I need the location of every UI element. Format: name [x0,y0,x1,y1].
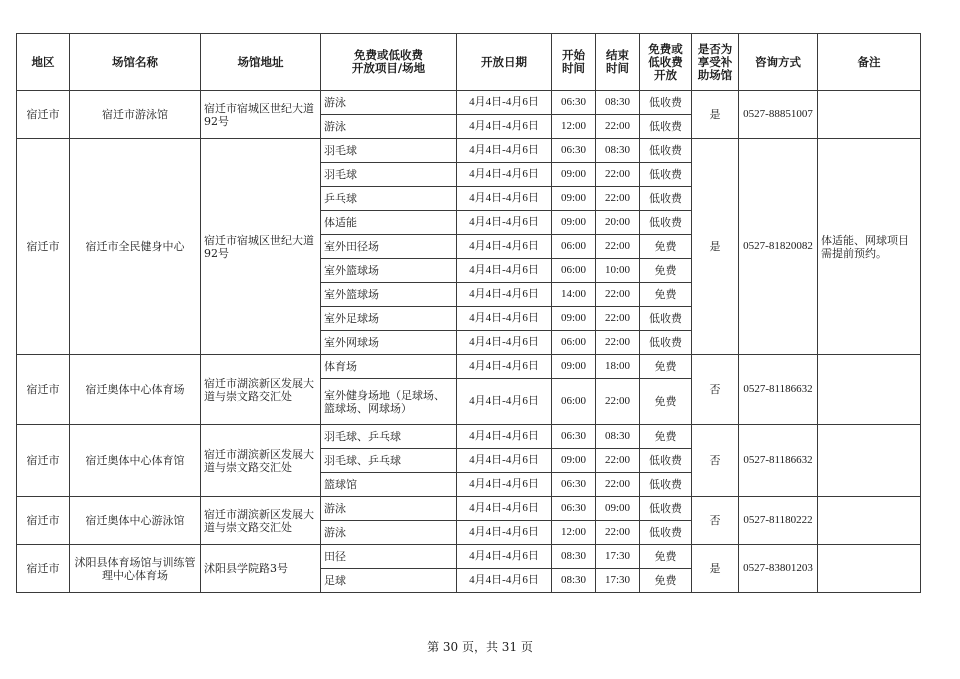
start-time-cell: 06:30 [552,473,596,497]
address-cell: 沭阳县学院路3号 [201,545,321,593]
fee-type-cell: 低收费 [640,331,692,355]
header-line: 免费或 [648,41,683,56]
venue-name-cell: 宿迁奥体中心游泳馆 [70,497,201,545]
contact-cell: 0527-81186632 [739,425,818,497]
fee-type-cell: 免费 [640,545,692,569]
end-time-cell: 10:00 [596,259,640,283]
region-cell: 宿迁市 [17,497,70,545]
project-cell: 室外田径场 [321,235,457,259]
contact-cell: 0527-81180222 [739,497,818,545]
header-line: 开放项目/场地 [351,61,426,75]
date-cell: 4月4日-4月6日 [457,91,552,115]
header-note [818,34,921,91]
subsidized-cell: 否 [692,425,739,497]
table-row [17,355,921,379]
project-cell: 田径 [321,545,457,569]
end-time-cell: 22:00 [596,331,640,355]
date-cell: 4月4日-4月6日 [457,259,552,283]
project-cell: 游泳 [321,91,457,115]
page-footer: 第 30 页，共 31 页 [427,640,533,654]
project-cell: 游泳 [321,115,457,139]
header-line: 免费或低收费 [354,48,423,62]
region-cell: 宿迁市 [17,355,70,425]
note-cell [818,545,921,593]
header-line: 场馆地址 [237,54,284,69]
project-cell: 体适能 [321,211,457,235]
date-cell: 4月4日-4月6日 [457,355,552,379]
project-cell: 篮球馆 [321,473,457,497]
header-line: 享受补 [697,54,733,69]
header-contact [739,34,818,91]
end-time-cell: 09:00 [596,497,640,521]
end-time-cell: 22:00 [596,379,640,425]
fee-type-cell: 低收费 [640,115,692,139]
start-time-cell: 06:30 [552,497,596,521]
project-cell: 游泳 [321,521,457,545]
end-time-cell: 22:00 [596,115,640,139]
project-cell: 室外网球场 [321,331,457,355]
region-cell: 宿迁市 [17,425,70,497]
end-time-cell: 20:00 [596,211,640,235]
fee-type-cell: 免费 [640,425,692,449]
header-line: 是否为 [697,41,733,56]
header-row [17,34,921,91]
contact-cell: 0527-81820082 [739,139,818,355]
date-cell: 4月4日-4月6日 [457,379,552,425]
header-line: 时间 [562,61,585,75]
project-cell: 羽毛球、乒乓球 [321,449,457,473]
end-time-cell: 22:00 [596,307,640,331]
table-row [17,91,921,115]
project-cell: 羽毛球 [321,163,457,187]
date-cell: 4月4日-4月6日 [457,425,552,449]
table-header [17,34,921,91]
start-time-cell: 09:00 [552,163,596,187]
end-time-cell: 17:30 [596,569,640,593]
address-cell: 宿迁市宿城区世纪大道92号 [201,139,321,355]
end-time-cell: 22:00 [596,473,640,497]
project-cell: 游泳 [321,497,457,521]
venue-name-cell: 宿迁市游泳馆 [70,91,201,139]
fee-type-cell: 免费 [640,235,692,259]
date-cell: 4月4日-4月6日 [457,283,552,307]
project-cell: 室外足球场 [321,307,457,331]
end-time-cell: 08:30 [596,91,640,115]
date-cell: 4月4日-4月6日 [457,449,552,473]
project-cell: 乒乓球 [321,187,457,211]
header-line: 咨询方式 [755,54,801,69]
note-cell [818,497,921,545]
end-time-cell: 17:30 [596,545,640,569]
address-cell: 宿迁市宿城区世纪大道92号 [201,91,321,139]
region-cell: 宿迁市 [17,545,70,593]
date-cell: 4月4日-4月6日 [457,473,552,497]
note-cell: 体适能、网球项目需提前预约。 [818,139,921,355]
date-cell: 4月4日-4月6日 [457,521,552,545]
date-cell: 4月4日-4月6日 [457,235,552,259]
header-line: 助场馆 [697,67,733,82]
fee-type-cell: 低收费 [640,473,692,497]
start-time-cell: 12:00 [552,521,596,545]
start-time-cell: 06:00 [552,331,596,355]
header-project [321,34,457,91]
start-time-cell: 14:00 [552,283,596,307]
header-line: 低收费 [648,54,683,69]
header-line: 开始 [562,48,585,62]
start-time-cell: 06:00 [552,259,596,283]
fee-type-cell: 免费 [640,569,692,593]
subsidized-cell: 否 [692,355,739,425]
header-line: 开放日期 [481,54,527,69]
date-cell: 4月4日-4月6日 [457,569,552,593]
contact-cell: 0527-88851007 [739,91,818,139]
project-cell: 羽毛球、乒乓球 [321,425,457,449]
table-body [17,91,921,593]
header-line: 场馆名称 [112,54,158,69]
start-time-cell: 09:00 [552,187,596,211]
date-cell: 4月4日-4月6日 [457,115,552,139]
header-region [17,34,70,91]
region-cell: 宿迁市 [17,91,70,139]
fee-type-cell: 低收费 [640,91,692,115]
venue-name-cell: 沭阳县体育场馆与训练管理中心体育场 [70,545,201,593]
date-cell: 4月4日-4月6日 [457,331,552,355]
end-time-cell: 08:30 [596,425,640,449]
address-cell: 宿迁市湖滨新区发展大道与崇文路交汇处 [201,355,321,425]
venue-name-cell: 宿迁奥体中心体育场 [70,355,201,425]
venue-name-cell: 宿迁奥体中心体育馆 [70,425,201,497]
contact-cell: 0527-83801203 [739,545,818,593]
date-cell: 4月4日-4月6日 [457,187,552,211]
fee-type-cell: 低收费 [640,497,692,521]
end-time-cell: 22:00 [596,521,640,545]
fee-type-cell: 低收费 [640,163,692,187]
end-time-cell: 22:00 [596,187,640,211]
end-time-cell: 22:00 [596,283,640,307]
start-time-cell: 08:30 [552,545,596,569]
start-time-cell: 09:00 [552,307,596,331]
fee-type-cell: 免费 [640,259,692,283]
header-line: 结束 [606,48,629,62]
date-cell: 4月4日-4月6日 [457,163,552,187]
project-cell: 室外篮球场 [321,283,457,307]
table-row [17,545,921,569]
address-cell: 宿迁市湖滨新区发展大道与崇文路交汇处 [201,497,321,545]
header-fee-type [640,34,692,91]
end-time-cell: 22:00 [596,235,640,259]
subsidized-cell: 是 [692,91,739,139]
fee-type-cell: 免费 [640,283,692,307]
fee-type-cell: 免费 [640,379,692,425]
project-cell: 室外篮球场 [321,259,457,283]
start-time-cell: 06:00 [552,235,596,259]
venue-name-cell: 宿迁市全民健身中心 [70,139,201,355]
date-cell: 4月4日-4月6日 [457,497,552,521]
header-line: 备注 [857,54,881,69]
project-cell: 室外健身场地（足球场、篮球场、网球场） [321,379,457,425]
header-line: 地区 [31,54,55,69]
fee-type-cell: 低收费 [640,449,692,473]
end-time-cell: 22:00 [596,449,640,473]
fee-type-cell: 低收费 [640,521,692,545]
project-cell: 羽毛球 [321,139,457,163]
start-time-cell: 06:00 [552,379,596,425]
start-time-cell: 09:00 [552,211,596,235]
note-cell [818,91,921,139]
fee-type-cell: 低收费 [640,187,692,211]
header-subsidized [692,34,739,91]
table-row [17,139,921,163]
fee-type-cell: 低收费 [640,307,692,331]
subsidized-cell: 是 [692,545,739,593]
fee-type-cell: 低收费 [640,211,692,235]
note-cell [818,355,921,425]
contact-cell: 0527-81186632 [739,355,818,425]
note-cell [818,425,921,497]
header-start-time [552,34,596,91]
header-address [201,34,321,91]
header-venue-name [70,34,201,91]
project-cell: 足球 [321,569,457,593]
table-row [17,497,921,521]
start-time-cell: 06:30 [552,425,596,449]
address-cell: 宿迁市湖滨新区发展大道与崇文路交汇处 [201,425,321,497]
date-cell: 4月4日-4月6日 [457,545,552,569]
fee-type-cell: 免费 [640,355,692,379]
table-row [17,425,921,449]
start-time-cell: 06:30 [552,91,596,115]
fee-type-cell: 低收费 [640,139,692,163]
start-time-cell: 08:30 [552,569,596,593]
start-time-cell: 12:00 [552,115,596,139]
header-line: 时间 [606,61,629,75]
date-cell: 4月4日-4月6日 [457,211,552,235]
venue-table [16,33,921,593]
date-cell: 4月4日-4月6日 [457,307,552,331]
subsidized-cell: 否 [692,497,739,545]
date-cell: 4月4日-4月6日 [457,139,552,163]
header-open-date [457,34,552,91]
end-time-cell: 08:30 [596,139,640,163]
start-time-cell: 09:00 [552,355,596,379]
end-time-cell: 22:00 [596,163,640,187]
subsidized-cell: 是 [692,139,739,355]
region-cell: 宿迁市 [17,139,70,355]
end-time-cell: 18:00 [596,355,640,379]
header-line: 开放 [654,67,677,82]
header-end-time [596,34,640,91]
start-time-cell: 09:00 [552,449,596,473]
start-time-cell: 06:30 [552,139,596,163]
project-cell: 体育场 [321,355,457,379]
